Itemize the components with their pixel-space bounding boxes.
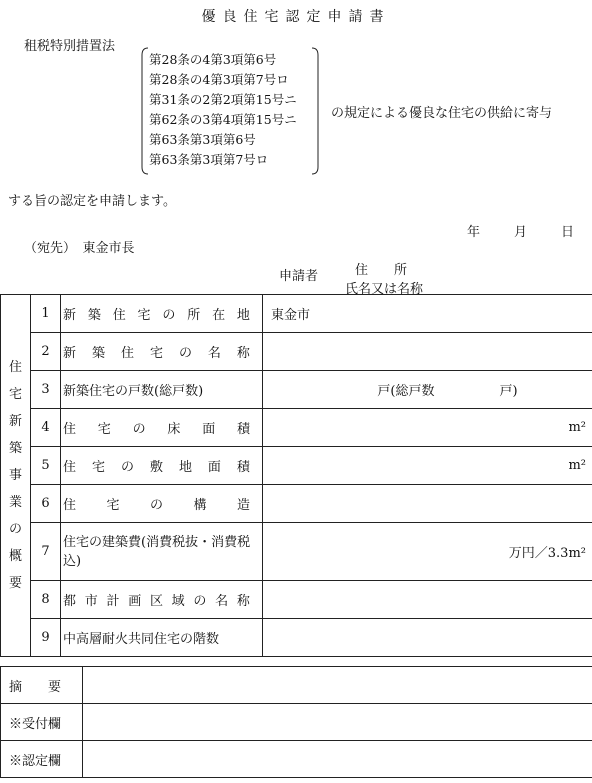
date-day: 日 [561, 225, 575, 240]
remarks-table [0, 666, 592, 778]
applicant-label: 申請者 [279, 269, 319, 284]
reception-field[interactable] [83, 704, 592, 741]
remarks-field[interactable] [83, 667, 592, 704]
site-area-field[interactable]: m² [263, 447, 592, 485]
project-summary-table [0, 294, 592, 657]
structure-field[interactable] [263, 485, 592, 523]
clause-list [149, 50, 297, 170]
row-label-text: 住 宅 の 構 造 [63, 498, 250, 513]
floor-area-field[interactable]: m² [263, 409, 592, 447]
floor-count-field[interactable] [263, 619, 592, 657]
clause-end-text: する旨の認定を申請します。 [8, 194, 176, 209]
row-number: 7 [31, 523, 61, 581]
page-title: 優良住宅認定申請書 [201, 9, 391, 25]
table-row [1, 667, 592, 704]
remarks-label: 摘 要 [1, 667, 83, 704]
row-label: 中高層耐火共同住宅の階数 [61, 619, 263, 657]
row-label [61, 447, 263, 485]
row-number: 6 [31, 485, 61, 523]
clause-item: 第31条の2第2項第15号ニ [149, 92, 297, 107]
unit-count-field[interactable]: 戸(総戸数 戸) [263, 371, 592, 409]
clause-item: 第28条の4第3項第6号 [149, 52, 277, 67]
table-row [1, 741, 592, 778]
row-label: 新築住宅の戸数(総戸数) [61, 371, 263, 409]
certification-field[interactable] [83, 741, 592, 778]
table-row [1, 619, 592, 657]
table-row [1, 447, 592, 485]
right-brace-icon [311, 47, 321, 175]
table-row [1, 295, 592, 333]
row-label-text: 新 築 住 宅 の 所 在 地 [63, 308, 250, 323]
row-label [61, 581, 263, 619]
left-brace-icon [139, 47, 149, 175]
tax-law-label: 租税特別措置法 [24, 39, 116, 54]
row-number: 1 [31, 295, 61, 333]
section-label [1, 295, 31, 657]
clause-item: 第62条の3第4項第15号ニ [149, 112, 297, 127]
planning-area-field[interactable] [263, 581, 592, 619]
row-label: 住宅の建築費(消費税抜・消費税込) [61, 523, 263, 581]
name-label: 氏名又は名称 [345, 282, 424, 297]
date-month: 月 [514, 225, 528, 240]
row-number: 4 [31, 409, 61, 447]
row-number: 2 [31, 333, 61, 371]
reception-label: ※受付欄 [1, 704, 83, 741]
row-number: 5 [31, 447, 61, 485]
row-label-text: 都 市 計 画 区 域 の 名 称 [63, 594, 250, 609]
table-row [1, 333, 592, 371]
clause-tail-text: の規定による優良な住宅の供給に寄与 [331, 106, 553, 121]
row-label [61, 295, 263, 333]
table-row [1, 371, 592, 409]
row-label-text: 住 宅 の 敷 地 面 積 [63, 460, 250, 475]
clause-item: 第63条第3項第7号ロ [149, 152, 269, 167]
clause-item: 第28条の4第3項第7号ロ [149, 72, 289, 87]
housing-name-field[interactable] [263, 333, 592, 371]
addressee: （宛先） 東金市長 [24, 241, 135, 256]
row-number: 3 [31, 371, 61, 409]
address-label: 住 所 [355, 263, 408, 278]
row-number: 8 [31, 581, 61, 619]
table-row [1, 581, 592, 619]
construction-cost-field[interactable]: 万円／3.3m² [263, 523, 592, 581]
table-row [1, 409, 592, 447]
row-number: 9 [31, 619, 61, 657]
row-label [61, 409, 263, 447]
row-label [61, 485, 263, 523]
section-label-text: 住 宅 新 築 事 業 の 概 要 [8, 360, 22, 591]
date-line [467, 221, 574, 240]
clause-item: 第63条第3項第6号 [149, 132, 256, 147]
row-label-text: 住 宅 の 床 面 積 [63, 422, 250, 437]
date-year: 年 [467, 225, 481, 240]
row-label [61, 333, 263, 371]
row-label-text: 新 築 住 宅 の 名 称 [63, 346, 250, 361]
table-row [1, 485, 592, 523]
table-row [1, 523, 592, 581]
certification-label: ※認定欄 [1, 741, 83, 778]
table-row [1, 704, 592, 741]
clause-bracket [139, 47, 321, 175]
location-field[interactable]: 東金市 [263, 295, 592, 333]
